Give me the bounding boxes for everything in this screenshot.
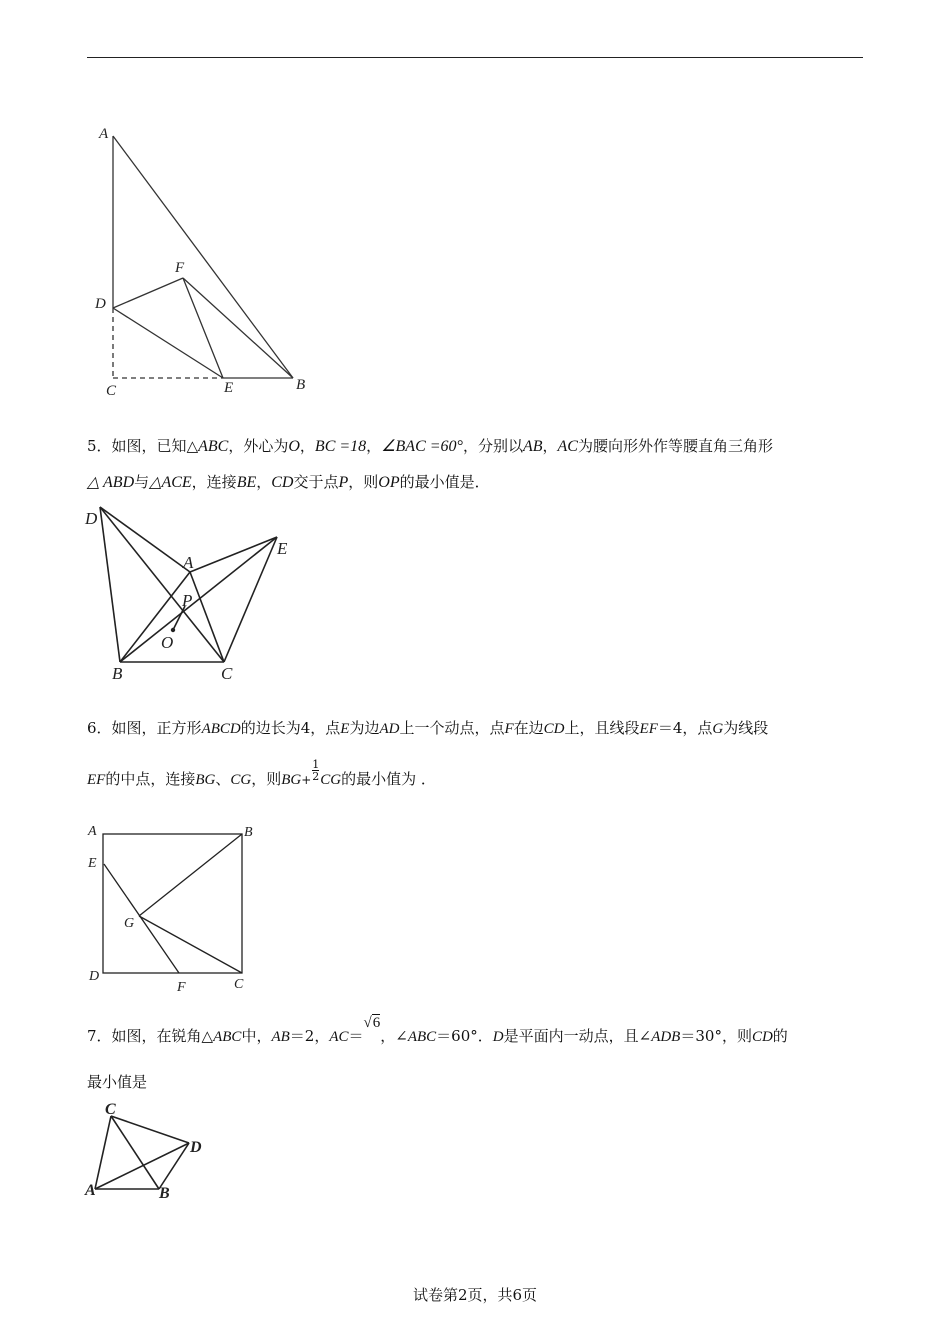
label-b: B [296, 377, 306, 393]
figure-q7 [84, 1098, 214, 1200]
segment-db [100, 507, 120, 662]
segment-de [113, 308, 223, 378]
label-o: O [161, 633, 174, 652]
segment-ac [95, 1116, 111, 1189]
segment-fe [183, 278, 223, 378]
label-b: B [112, 664, 123, 683]
question-7-line-1: 7．如图，在锐角△ABC中，AB＝2，AC＝√6，∠ABC＝60°．D是平面内一动点，且∠ADB＝30°，则CD的 [87, 1022, 788, 1051]
question-5-line-1: 5．如图，已知△ABC，外心为O，BC =18，∠BAC =60°，分别以AB，AC为腰向形外作等腰直角三角形 [87, 437, 773, 455]
square-abcd [103, 834, 242, 973]
label-d: D [85, 509, 98, 528]
figure-q4 [90, 120, 320, 405]
label-a: A [183, 553, 194, 572]
label-b: B [159, 1185, 170, 1200]
label-a: A [85, 1182, 96, 1199]
sqrt-six: √6 [363, 1015, 381, 1031]
header-rule [87, 57, 863, 58]
question-7-line-2: 最小值是 [87, 1073, 148, 1091]
label-e: E [88, 856, 97, 871]
label-p: P [182, 591, 193, 610]
segment-ef [104, 864, 179, 973]
segment-gb [139, 834, 242, 916]
label-c: C [234, 977, 244, 992]
figure-q6 [84, 818, 264, 998]
point-o [171, 628, 175, 632]
page-footer: 试卷第2页，共6页 [412, 1286, 538, 1304]
segment-gc [139, 916, 242, 973]
label-c: C [106, 383, 117, 399]
segment-cd [111, 1116, 189, 1143]
label-c: C [221, 664, 233, 683]
figure-q5 [84, 502, 299, 684]
label-d: D [190, 1139, 202, 1156]
segment-ac [190, 572, 224, 662]
label-f: F [177, 980, 186, 995]
label-d: D [95, 296, 106, 312]
segment-be [120, 537, 277, 662]
label-f: F [175, 260, 185, 276]
segment-df [113, 278, 183, 308]
label-g: G [124, 916, 135, 931]
label-c: C [105, 1101, 116, 1118]
question-6-line-1: 6．如图，正方形ABCD的边长为4，点E为边AD上一个动点，点F在边CD上，且线段EF＝4，点G为线段 [87, 719, 769, 737]
label-b: B [244, 825, 253, 840]
label-a: A [99, 126, 109, 142]
label-d: D [89, 969, 100, 984]
label-a: A [88, 824, 97, 839]
segment-ab [113, 136, 293, 378]
label-e: E [224, 380, 234, 396]
question-6-line-2: EF的中点，连接BG、CG，则BG+ $\frac{1}{2}$ CG的最小值为 ． [87, 757, 436, 788]
fraction-one-half: $\frac{1}{2}$ [312, 757, 320, 783]
label-e: E [277, 539, 288, 558]
question-5-line-2: △ ABD与△ACE，连接BE，CD交于点P，则OP的最小值是． [87, 473, 490, 491]
